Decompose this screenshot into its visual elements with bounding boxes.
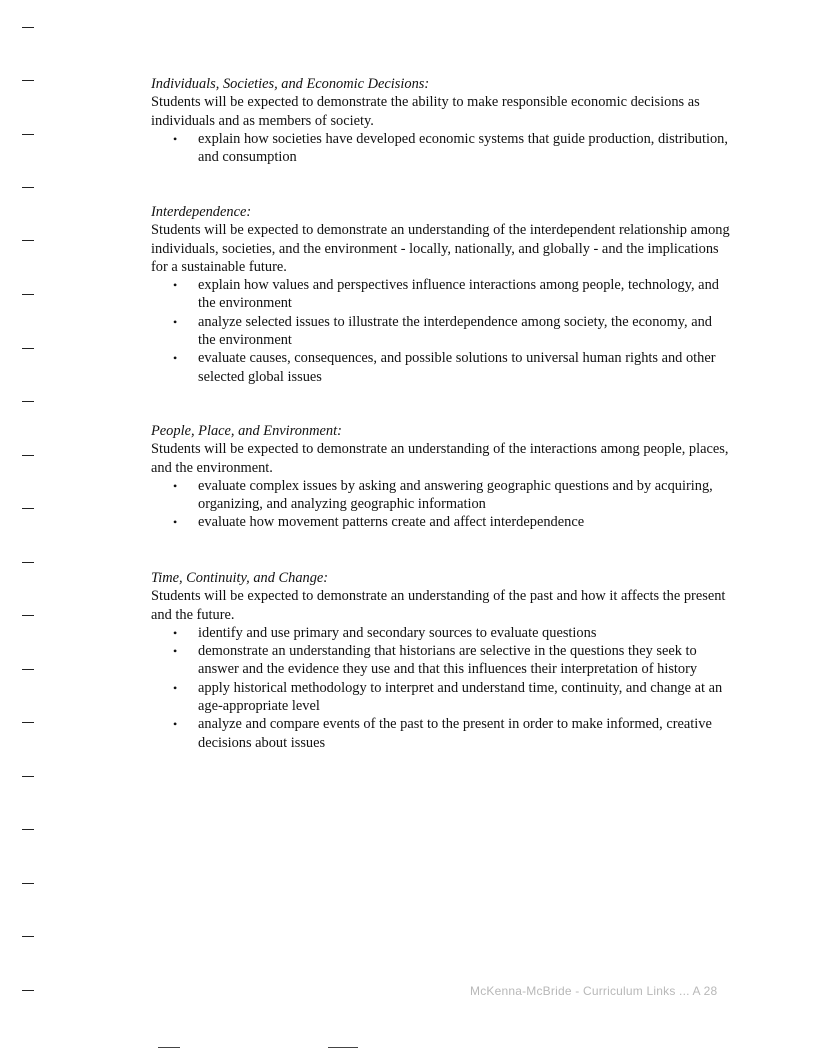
section-economic-decisions bbox=[151, 75, 731, 166]
list-item bbox=[151, 477, 731, 514]
list-item-text: demonstrate an understanding that historians are selective in the questions they seek to answer and the evidence they use and that this influences their interpretation of history bbox=[198, 643, 698, 678]
list-item-text: identify and use primary and secondary sources to evaluate questions bbox=[198, 624, 597, 641]
margin-tick bbox=[22, 455, 34, 456]
list-item bbox=[151, 715, 731, 752]
bullet-icon: • bbox=[173, 131, 178, 146]
scan-artifact bbox=[158, 1047, 180, 1048]
bullet-icon: • bbox=[173, 680, 178, 695]
section-heading: Time, Continuity, and Change: bbox=[151, 570, 329, 586]
section-heading: Individuals, Societies, and Economic Decisions: bbox=[151, 76, 430, 92]
margin-tick bbox=[22, 27, 34, 28]
section-intro: Students will be expected to demonstrate an understanding of the interdependent relationship among individuals, societies, and the environment - locally, nationally, and globally - and the implications for a sustainable future. bbox=[151, 222, 730, 275]
margin-tick bbox=[22, 615, 34, 616]
list-item bbox=[151, 130, 731, 167]
bullet-icon: • bbox=[173, 314, 178, 329]
list-item-text: evaluate how movement patterns create and affect interdependence bbox=[198, 514, 585, 531]
margin-tick bbox=[22, 294, 34, 295]
bullet-icon: • bbox=[173, 625, 178, 640]
margin-tick bbox=[22, 990, 34, 991]
margin-tick bbox=[22, 80, 34, 81]
list-item bbox=[151, 513, 731, 531]
margin-tick bbox=[22, 508, 34, 509]
section-heading: People, Place, and Environment: bbox=[151, 423, 342, 439]
margin-tick bbox=[22, 722, 34, 723]
margin-tick bbox=[22, 187, 34, 188]
margin-tick bbox=[22, 401, 34, 402]
bullet-icon: • bbox=[173, 478, 178, 493]
bullet-icon: • bbox=[173, 351, 178, 366]
list-item-text: explain how societies have developed economic systems that guide production, distribution, and consumption bbox=[198, 130, 728, 166]
section-intro: Students will be expected to demonstrate the ability to make responsible economic decisions as individuals and as members of society. bbox=[151, 94, 700, 129]
margin-tick bbox=[22, 669, 34, 670]
list-item bbox=[151, 349, 731, 386]
section-heading: Interdependence: bbox=[151, 204, 252, 220]
bullet-icon: • bbox=[173, 515, 178, 530]
margin-tick bbox=[22, 348, 34, 349]
list-item bbox=[151, 679, 731, 716]
margin-tick bbox=[22, 240, 34, 241]
section-interdependence bbox=[151, 203, 731, 386]
scan-artifact bbox=[328, 1047, 358, 1048]
list-item bbox=[151, 642, 731, 679]
page-footer: McKenna-McBride - Curriculum Links ... A 28 bbox=[470, 984, 718, 998]
list-item-text: analyze and compare events of the past to the present in order to make informed, creative decisions about issues bbox=[198, 716, 712, 751]
section-time-continuity-change bbox=[151, 569, 731, 752]
margin-tick bbox=[22, 936, 34, 937]
list-item-text: explain how values and perspectives influence interactions among people, technology, and the environment bbox=[198, 277, 719, 312]
margin-tick bbox=[22, 562, 34, 563]
outcome-list bbox=[151, 477, 731, 532]
margin-tick bbox=[22, 134, 34, 135]
list-item-text: evaluate causes, consequences, and possible solutions to universal human rights and other selected global issues bbox=[198, 350, 716, 385]
section-intro: Students will be expected to demonstrate an understanding of the past and how it affects the present and the future. bbox=[151, 588, 726, 623]
outcome-list bbox=[151, 130, 731, 167]
margin-tick bbox=[22, 883, 34, 884]
bullet-icon: • bbox=[173, 644, 178, 659]
list-item-text: analyze selected issues to illustrate the interdependence among society, the economy, and the environment bbox=[198, 313, 713, 349]
section-intro: Students will be expected to demonstrate an understanding of the interactions among people, places, and the environment. bbox=[151, 441, 729, 476]
section-people-place-environment bbox=[151, 422, 731, 532]
bullet-icon: • bbox=[173, 717, 178, 732]
bullet-icon: • bbox=[173, 278, 178, 293]
outcome-list bbox=[151, 276, 731, 386]
margin-tick bbox=[22, 829, 34, 830]
outcome-list bbox=[151, 624, 731, 752]
list-item bbox=[151, 313, 731, 350]
margin-tick bbox=[22, 776, 34, 777]
list-item bbox=[151, 624, 731, 642]
list-item bbox=[151, 276, 731, 313]
list-item-text: apply historical methodology to interpret and understand time, continuity, and change at an age-appropriate level bbox=[198, 679, 723, 715]
list-item-text: evaluate complex issues by asking and answering geographic questions and by acquiring, organizing, and analyzing geographic information bbox=[198, 477, 713, 513]
